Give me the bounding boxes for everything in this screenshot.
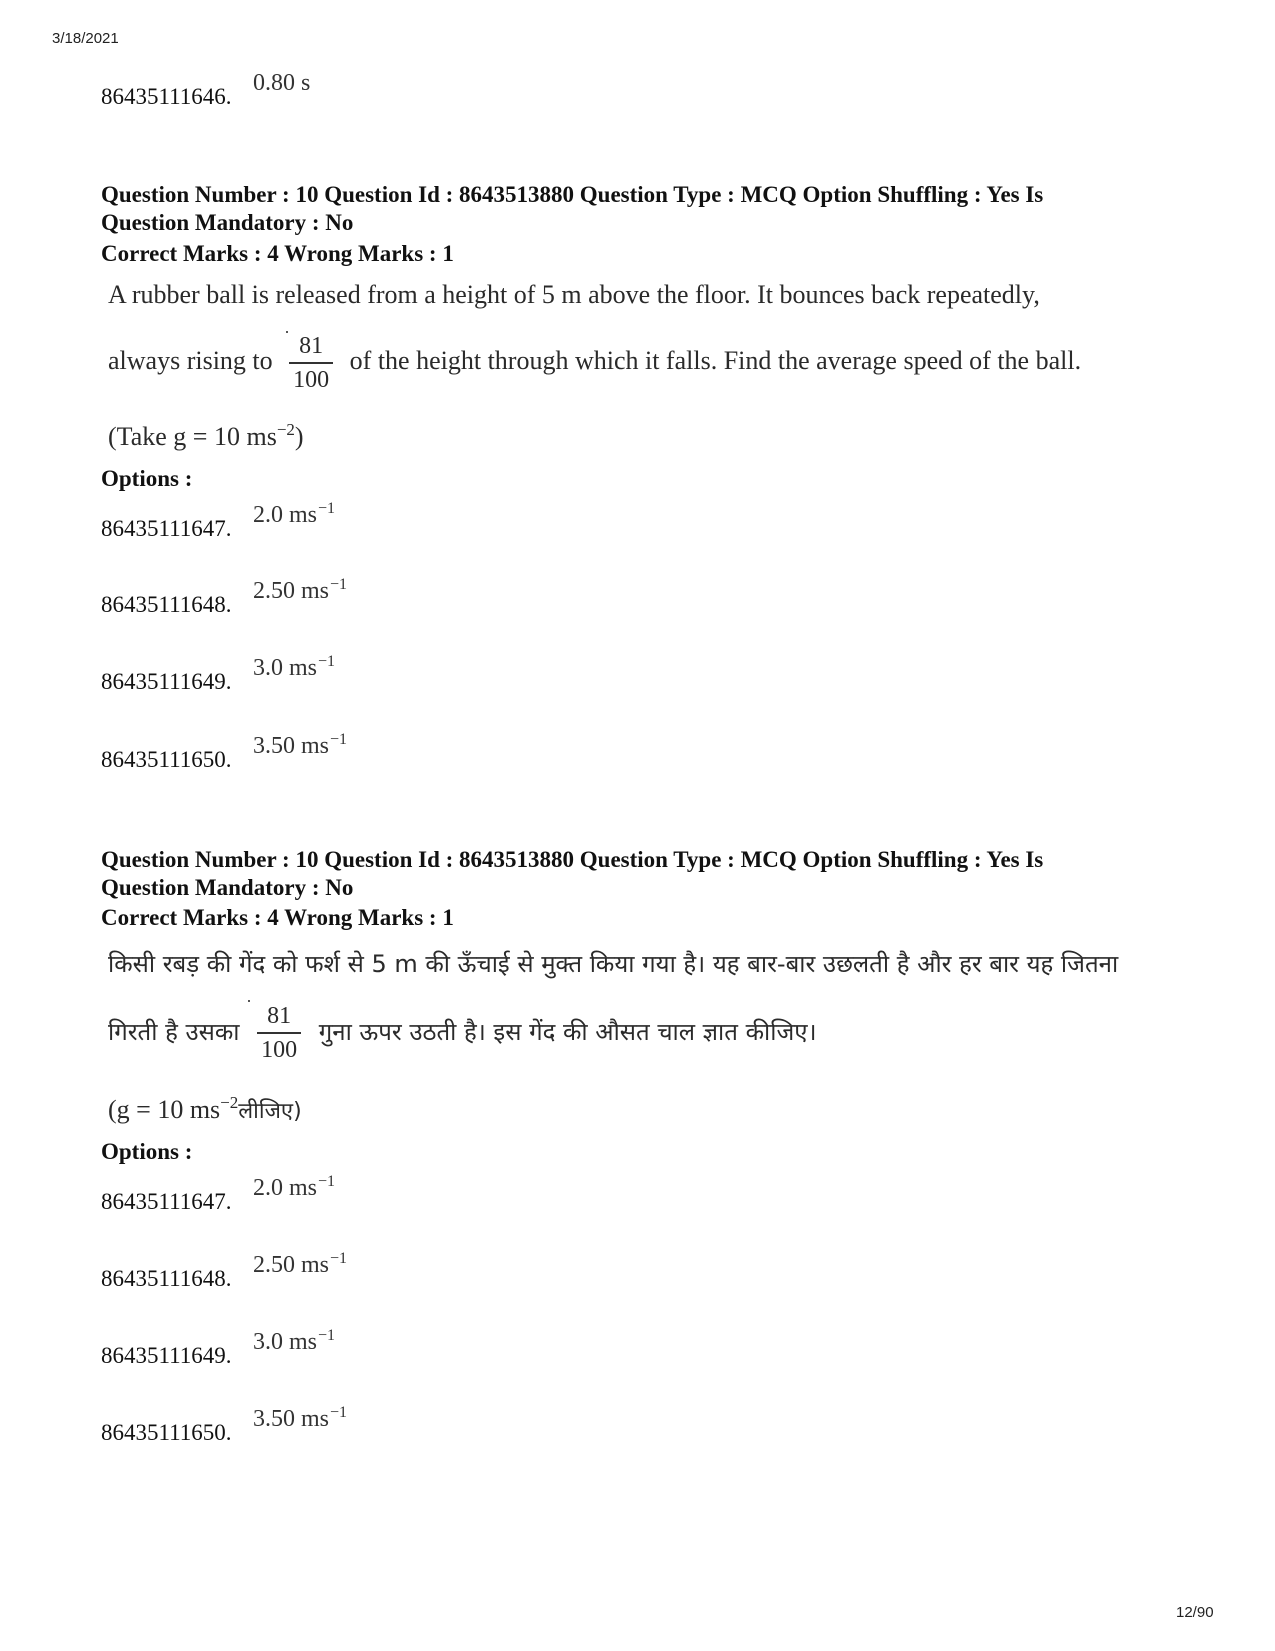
option-exponent: −1: [330, 731, 348, 748]
question-meta-line: Question Number : 10 Question Id : 8643513880 Question Type : MCQ Option Shuffling : Yes Is: [101, 847, 1044, 872]
option-value: 2.50 $ms^{-1}$: [253, 576, 348, 604]
question-text-fraction-line: [108, 332, 1188, 394]
question-meta-line: Question Number : 10 Question Id : 8643513880 Question Type : MCQ Option Shuffling : Yes Is: [101, 182, 1044, 207]
given-exponent: −2: [220, 1093, 239, 1112]
option-exponent: −1: [318, 500, 336, 517]
options-label: Options :: [101, 1139, 193, 1164]
question-text-fraction-line: [108, 1002, 1188, 1064]
question-mandatory: Question Mandatory : No: [101, 875, 354, 900]
fraction-denominator: 100: [293, 367, 330, 393]
question-text-pre: always rising to: [108, 345, 273, 375]
print-date: 3/18/2021: [52, 30, 119, 47]
option-value: 2.0 $ms^{-1}$: [253, 1173, 336, 1201]
fraction-numerator: 81: [257, 1002, 301, 1034]
given-g-value: [108, 1093, 302, 1125]
fraction: [257, 1002, 301, 1064]
option-exponent: −1: [330, 1404, 348, 1421]
given-exponent: −2: [276, 420, 295, 439]
fraction-numerator: 81: [289, 332, 333, 364]
given-text: (Take g = 10 ms: [108, 422, 277, 451]
given-close: लीजिए): [238, 1099, 302, 1124]
options-label: Options :: [101, 466, 193, 491]
marks-text: Correct Marks : 4 Wrong Marks : 1: [101, 905, 454, 930]
option-value: 2.0 $ms^{-1}$: [253, 500, 336, 528]
option-exponent: −1: [330, 576, 348, 593]
option-exponent: −1: [318, 1327, 336, 1344]
question-mandatory: Question Mandatory : No: [101, 210, 354, 235]
option-id: 86435111650.: [101, 747, 232, 772]
option-id: 86435111650.: [101, 1420, 232, 1445]
question-marks: [101, 904, 1181, 932]
option-id: 86435111646.: [101, 84, 232, 109]
option-value: 2.50 $ms^{-1}$: [253, 1250, 348, 1278]
option-value: 3.50 $ms^{-1}$: [253, 1404, 348, 1432]
question-text-line: A rubber ball is released from a height of 5 m above the floor. It bounces back repeatedly,: [108, 280, 1040, 309]
question-meta: [101, 181, 1181, 237]
option-id: 86435111649.: [101, 1343, 232, 1368]
question-text-line: किसी रबड़ की गेंद को फर्श से 5 m की ऊँचाई से मुक्त किया गया है। यह बार-बार उछलती है और हर बार यह जितना: [108, 950, 1119, 978]
question-text-pre: गिरती है उसका: [108, 1018, 240, 1046]
question-text-post: of the height through which it falls. Find the average speed of the ball.: [349, 345, 1082, 375]
option-value: 3.0 $ms^{-1}$: [253, 1327, 336, 1355]
option-value: 3.0 $ms^{-1}$: [253, 653, 336, 681]
option-id: 86435111647.: [101, 516, 232, 541]
fraction-denominator: 100: [261, 1037, 298, 1063]
option-exponent: −1: [318, 653, 336, 670]
question-text-post: गुना ऊपर उठती है। इस गेंद की औसत चाल ज्ञात कीजिए।: [318, 1018, 817, 1046]
given-g-value: [108, 420, 304, 452]
question-marks: [101, 240, 1181, 268]
page-number: 12/90: [1176, 1604, 1214, 1621]
given-close: ): [294, 422, 304, 451]
marks-text: Correct Marks : 4 Wrong Marks : 1: [101, 241, 454, 266]
question-meta: [101, 846, 1181, 902]
option-exponent: −1: [318, 1173, 336, 1190]
option-value: 3.50 $ms^{-1}$: [253, 731, 348, 759]
option-id: 86435111649.: [101, 669, 232, 694]
fraction: [289, 332, 333, 394]
option-id: 86435111648.: [101, 1266, 232, 1291]
option-exponent: −1: [330, 1250, 348, 1267]
given-text: (g = 10 ms: [108, 1095, 221, 1124]
option-id: 86435111648.: [101, 592, 232, 617]
option-value: 0.80 s: [253, 70, 311, 96]
option-id: 86435111647.: [101, 1189, 232, 1214]
